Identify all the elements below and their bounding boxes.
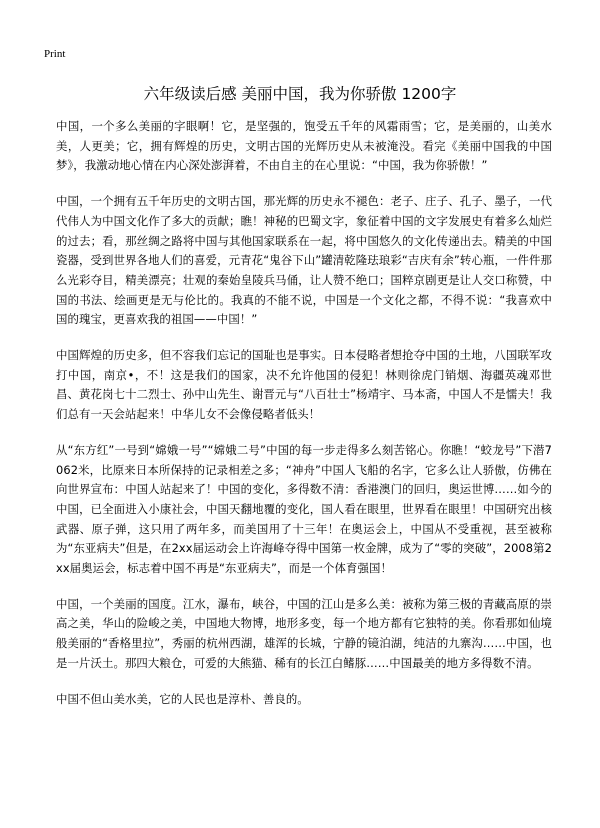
paragraph-5: 中国，一个美丽的国度。江水，瀑布，峡谷，中国的江山是多么美：被称为第三极的青藏高原的崇高之美，华山的险峻之美，中国地大物博，地形多变，每一个地方都有它独特的美。你看那如仙境般美丽的“香格里拉”，秀丽的杭州西湖，雄浑的长城，宁静的镜泊湖，纯洁的九寨沟……中国，也是一片沃土。那四大粮仓，可爱的大熊猫、稀有的长江白鳍豚……中国最美的地方多得数不清。 bbox=[56, 596, 552, 670]
paragraph-4: 从“东方红”一号到“嫦娥一号”“嫦娥二号”中国的每一步走得多么刻苦铭心。你瞧！“蛟龙号”下潜7062米，比原来日本所保持的记录相差之多；“神舟”中国人飞船的名字，它多么让人骄傲，仿佛在向世界宣布：中国人站起来了！中国的变化，多得数不清：香港澳门的回归，奥运世博……如今的中国，已全面进入小康社会，中国天翻地覆的变化，国人看在眼里，世界看在眼里！中国研究出核武器、原子弹，这只用了两年多，而美国用了十三年！在奥运会上，中国从不受重视，甚至被称为“东亚病夫”但是，在2xx届运动会上许海峰夺得中国第一枚金牌，成为了“零的突破”，2008第2xx届奥运会，标志着中国不再是“东亚病夫”，而是一个体育强国！ bbox=[56, 442, 552, 576]
paragraph-3: 中国辉煌的历史多，但不容我们忘记的国耻也是事实。日本侵略者想抢夺中国的土地，八国联军攻打中国，南京•，不！这是我们的国家，决不允许他国的侵犯！林则徐虎门销烟、海疆英魂邓世昌、黄花岗七十二烈士、孙中山先生、谢晋元与“八百壮士”杨靖宇、马本斋，中国人不是懦夫！我们总有一天会站起来！中华儿女不会像侵略者低头！ bbox=[56, 348, 552, 422]
document-body bbox=[56, 117, 552, 725]
paragraph-1: 中国，一个多么美丽的字眼啊！它，是坚强的，饱受五千年的风霜雨雪；它，是美丽的，山美水美，人更美；它，拥有辉煌的历史，文明古国的光辉历史从未被淹没。看完《美丽中国我的中国梦》，我激动地心情在内心深处澎湃着，不由自主的在心里说：“中国，我为你骄傲！” bbox=[56, 119, 552, 173]
paragraph-6: 中国不但山美水美，它的人民也是淳朴、善良的。 bbox=[56, 691, 309, 706]
print-label: Print bbox=[44, 48, 66, 60]
document-title: 六年级读后感 美丽中国，我为你骄傲 1200字 bbox=[143, 85, 457, 103]
paragraph-2: 中国，一个拥有五千年历史的文明古国，那光辉的历史永不褪色：老子、庄子、孔子、墨子，一代代伟人为中国文化作了多大的贡献；瞧！神秘的巴蜀文字，象征着中国的文字发展史有着多么灿烂的过去；看，那丝绸之路将中国与其他国家联系在一起，将中国悠久的文化传递出去。精美的中国瓷器，受到世界各地人们的喜爱，元青花“鬼谷下山”罐清乾隆珐琅彩“吉庆有余”转心瓶，一件件那么光彩夺目，精美漂亮；壮观的秦始皇陵兵马俑，让人赞不绝口；国粹京剧更是让人交口称赞，中国的书法、绘画更是无与伦比的。我真的不能不说，中国是一个文化之都，不得不说：“我喜欢中国的瑰宝，更喜欢我的祖国——中国！” bbox=[56, 194, 552, 327]
